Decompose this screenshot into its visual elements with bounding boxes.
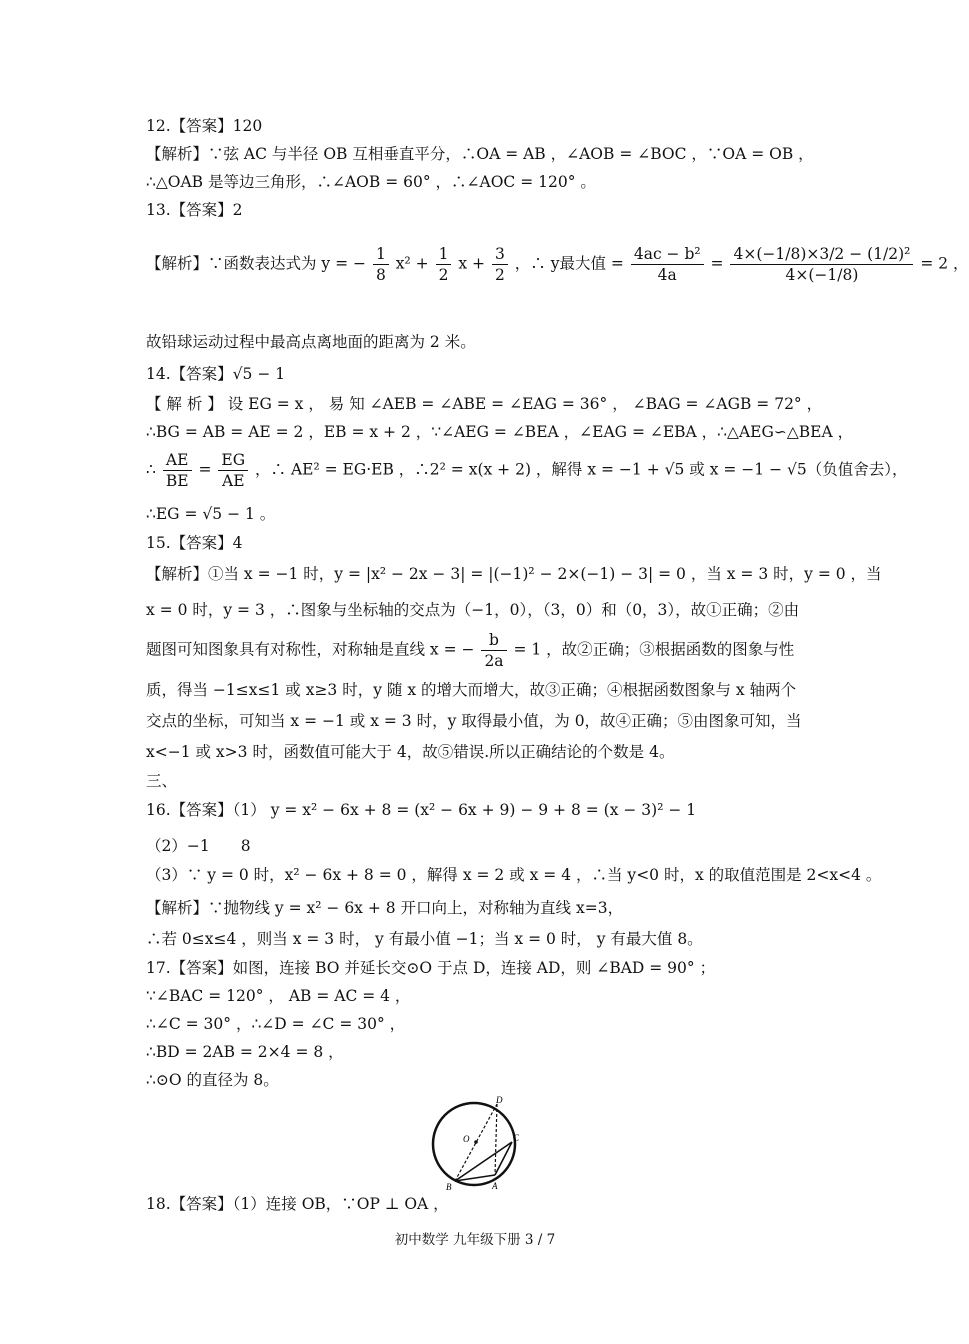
fraction: $\frac{b}{2a}$ — [481, 630, 506, 671]
q14-analysis-1: 【 解 析 】 设 EG = x ， 易 知 ∠AEB = ∠ABE = ∠EAG = 36° ， ∠BAG = ∠AGB = 72° ， — [146, 395, 823, 413]
q14-analysis-4: ∴EG = √5 − 1 。 — [146, 505, 276, 523]
q16-analysis-2: ∴若 0≤x≤4 ，则当 x = 3 时， y 有最小值 −1；当 x = 0 时， y 有最大值 8。 — [146, 930, 703, 948]
q15-analysis-4: 质，得当 −1≤x≤1 或 x≥3 时，y 随 x 的增大而增大，故③正确；④根据函数图象与 x 轴两个 — [146, 681, 797, 699]
q14-analysis-2: ∴BG = AB = AE = 2 ，EB = x + 2 ，∵∠AEG = ∠BEA ，∠EAG = ∠EBA ，∴△AEG∽△BEA ， — [146, 423, 854, 441]
q17-answer-4: ∴BD = 2AB = 2×4 = 8 ， — [146, 1043, 344, 1061]
fraction: $\frac{\text{4×(−1/8)×3/2 − (1/2)²}}{4\times(-1/8)}$ — [730, 244, 913, 285]
q15-analysis-6: x<−1 或 x>3 时，函数值可能大于 4，故⑤错误.所以正确结论的个数是 4。 — [146, 743, 675, 761]
q15-answer: 15.【答案】4 — [146, 534, 243, 552]
q15-analysis-3: 题图可知图象具有对称性，对称轴是直线 x = − $\frac{b}{2a}$ = 1 ，故②正确；③根据函数的图象与性 — [146, 631, 795, 670]
fraction: $\frac{\text{4ac − b²}}{4a}$ — [631, 244, 704, 285]
circle-geometry-figure — [422, 1097, 532, 1192]
fraction: $\frac{AE}{BE}$ — [163, 450, 192, 491]
q13-conclusion: 故铅球运动过程中最高点离地面的距离为 2 米。 — [146, 333, 476, 351]
q12-analysis-2: ∴△OAB 是等边三角形，∴∠AOB = 60° ，∴∠AOC = 120° 。 — [146, 173, 596, 191]
fraction: $\frac{EG}{AE}$ — [218, 450, 248, 491]
section-three-heading: 三、 — [146, 772, 178, 790]
q15-analysis-2: x = 0 时，y = 3 ，∴图象与坐标轴的交点为（−1，0），（3，0）和（0，3），故①正确；②由 — [146, 601, 800, 619]
q17-answer-5: ∴⊙O 的直径为 8。 — [146, 1071, 279, 1089]
q15-analysis-1: 【解析】①当 x = −1 时，y = |x² − 2x − 3| = |(−1)² − 2×(−1) − 3| = 0 ，当 x = 3 时，y = 0 ，当 — [146, 565, 882, 583]
fraction: $\frac{1}{8}$ — [373, 244, 389, 285]
q17-answer-1: 17.【答案】如图，连接 BO 并延长交⊙O 于点 D，连接 AD，则 ∠BAD = 90° ； — [146, 959, 716, 977]
q16-analysis-1: 【解析】∵抛物线 y = x² − 6x + 8 开口向上，对称轴为直线 x=3， — [146, 899, 624, 917]
fraction: $\frac{3}{2}$ — [492, 244, 508, 285]
q16-answer-2: （2）−1 8 — [146, 837, 251, 855]
q15-analysis-5: 交点的坐标，可知当 x = −1 或 x = 3 时，y 取得最小值，为 0，故④正确；⑤由图象可知，当 — [146, 712, 802, 730]
q13-answer: 13.【答案】2 — [146, 201, 243, 219]
segment-bc — [455, 1142, 512, 1181]
page-footer: 初中数学 九年级下册 3 / 7 — [394, 1232, 556, 1248]
q14-answer: 14.【答案】√5 − 1 — [146, 365, 286, 383]
segment-da — [495, 1104, 497, 1175]
q17-answer-3: ∴∠C = 30° ，∴∠D = ∠C = 30° ， — [146, 1015, 406, 1033]
q13-analysis-formula: 【解析】∵函数表达式为 y = − $\frac{1}{8}$ x² + $\frac{1}{2}$ x + $\frac{3}{2}$ ，∴ y最大值 = $\frac{\text{4ac − b²}}{4a}$ = $\frac{\text{4×(−1/8)×3/2 − (1/2)²}}{4\times(-1/8)}$ = 2 ， — [146, 245, 969, 284]
q12-analysis-1: 【解析】∵弦 AC 与半径 OB 互相垂直平分，∴OA = AB ，∠AOB = ∠BOC ，∵OA = OB ， — [146, 145, 814, 163]
center-point — [474, 1140, 478, 1144]
label-a: A — [492, 1181, 498, 1191]
q16-answer-3: （3）∵ y = 0 时，x² − 6x + 8 = 0 ，解得 x = 2 或 x = 4 ，∴当 y<0 时，x 的取值范围是 2<x<4 。 — [146, 866, 882, 884]
label-c: C — [513, 1133, 520, 1143]
circle-o — [433, 1103, 515, 1185]
q17-answer-2: ∵∠BAC = 120° ， AB = AC = 4 ， — [146, 987, 411, 1005]
q12-answer: 12.【答案】120 — [146, 117, 263, 135]
q16-answer-1: 16.【答案】（1） y = x² − 6x + 8 = (x² − 6x + 9) − 9 + 8 = (x − 3)² − 1 — [146, 801, 697, 819]
label-o: O — [463, 1134, 470, 1144]
q18-answer: 18.【答案】（1）连接 OB，∵OP ⊥ OA ， — [146, 1195, 449, 1213]
fraction: $\frac{1}{2}$ — [436, 244, 452, 285]
segment-ba — [455, 1175, 495, 1181]
label-d: D — [496, 1095, 503, 1105]
label-b: B — [446, 1182, 452, 1192]
q14-analysis-3: ∴ $\frac{AE}{BE}$ = $\frac{EG}{AE}$ ，∴ AE² = EG·EB ，∴2² = x(x + 2) ，解得 x = −1 + √5 或 x = −1 − √5（负值舍去）， — [146, 451, 908, 490]
